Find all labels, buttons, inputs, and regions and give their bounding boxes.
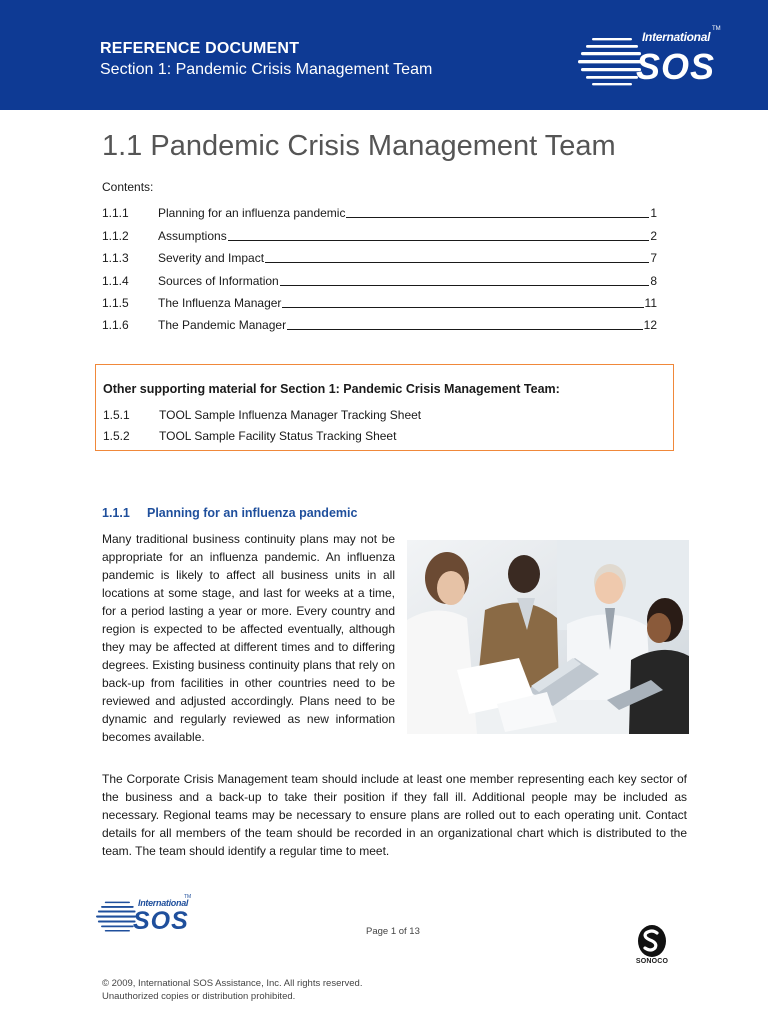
toc-text: The Pandemic Manager: [158, 318, 287, 332]
logo-main-word: SOS: [133, 907, 189, 935]
toc-page: 7: [650, 251, 657, 265]
toc-leader: [228, 240, 650, 241]
logo-main-word: SOS: [636, 46, 716, 87]
logo-top-word: International: [138, 898, 189, 908]
document-header: [0, 0, 768, 110]
supporting-material-heading: Other supporting material for Section 1: Pandemic Crisis Management Team:: [103, 382, 560, 396]
sonoco-logo: [630, 924, 674, 970]
logo-top-word: International: [642, 30, 711, 44]
toc-page: 12: [643, 318, 657, 332]
toc-entry[interactable]: [102, 249, 657, 265]
copyright-notice: © 2009, International SOS Assistance, Inc. All rights reserved.: [102, 978, 363, 989]
supporting-material-box: [95, 364, 674, 451]
toc-number: 1.1.5: [102, 296, 129, 310]
toc-number: 1.1.4: [102, 274, 129, 288]
supporting-item-text: TOOL Sample Facility Status Tracking Sheet: [159, 429, 397, 443]
toc-text: The Influenza Manager: [158, 296, 282, 310]
toc-text: Assumptions: [158, 229, 227, 243]
logo-trademark: TM: [712, 26, 721, 32]
toc-page: 11: [644, 296, 657, 310]
toc-leader: [282, 307, 643, 308]
supporting-item-number: 1.5.2: [103, 429, 130, 443]
toc-number: 1.1.6: [102, 318, 129, 332]
section-heading: [102, 506, 357, 520]
section-title: Section 1: Pandemic Crisis Management Team: [100, 61, 433, 78]
contents-label: Contents:: [102, 180, 154, 194]
sonoco-wordmark: SONOCO: [635, 958, 669, 965]
section-number: 1.1.1: [102, 506, 130, 520]
toc-text: Sources of Information: [158, 274, 279, 288]
supporting-item-number: 1.5.1: [103, 408, 130, 422]
toc-page: 8: [650, 274, 657, 288]
supporting-item[interactable]: [103, 408, 421, 422]
toc-number: 1.1.2: [102, 229, 129, 243]
supporting-item-text: TOOL Sample Influenza Manager Tracking Sheet: [159, 408, 422, 422]
section-heading-text: Planning for an influenza pandemic: [147, 506, 358, 520]
supporting-item[interactable]: [103, 429, 396, 443]
toc-page: 1: [650, 206, 657, 220]
toc-entry[interactable]: [102, 294, 657, 310]
document-kind: REFERENCE DOCUMENT: [100, 40, 300, 57]
international-sos-logo: [578, 26, 728, 96]
toc-page: 2: [650, 229, 657, 243]
body-paragraph: The Corporate Crisis Management team should include at least one member representing each key sector of the business and a back-up to take their position if they fall ill. Additional people may be included as necessary. Regional teams may be necessary to ensure plans are rolled out to each operating unit. Contact details for all members of the team should be recorded in an organizational chart which is distributed to the team. The team should identify a regular time to meet.: [102, 772, 687, 858]
toc-entry[interactable]: [102, 272, 657, 288]
business-meeting-photo: [407, 540, 689, 734]
toc-text: Severity and Impact: [158, 251, 265, 265]
toc-entry[interactable]: [102, 204, 657, 220]
toc-leader: [346, 217, 649, 218]
page-title: 1.1 Pandemic Crisis Management Team: [102, 130, 616, 162]
distribution-notice: Unauthorized copies or distribution prohibited.: [102, 991, 296, 1002]
toc-leader: [265, 262, 649, 263]
toc-number: 1.1.3: [102, 251, 129, 265]
toc-entry[interactable]: [102, 227, 657, 243]
toc-text: Planning for an influenza pandemic: [158, 206, 346, 220]
toc-entry[interactable]: [102, 316, 657, 332]
page-number: Page 1 of 13: [366, 926, 420, 937]
sonoco-s-icon: [630, 924, 674, 958]
toc-number: 1.1.1: [102, 206, 129, 220]
logo-trademark: TM: [184, 894, 192, 900]
body-paragraph: Many traditional business continuity plans may not be appropriate for an influenza pandemic. An influenza pandemic is likely to affect all business units in all locations at some stage, and last for weeks at a time, for a period lasting a year or more. Every country and region is expected to be affected eventually, although they may be affected at different times and to differing degrees. Existing business continuity plans that rely on back-up from facilities in other countries need to be reviewed and adjusted accordingly. Plans need to be dynamic and regularly reviewed as new information becomes available.: [102, 532, 395, 744]
toc-leader: [280, 285, 650, 286]
footer-international-sos-logo: [96, 888, 196, 940]
toc-leader: [287, 329, 643, 330]
